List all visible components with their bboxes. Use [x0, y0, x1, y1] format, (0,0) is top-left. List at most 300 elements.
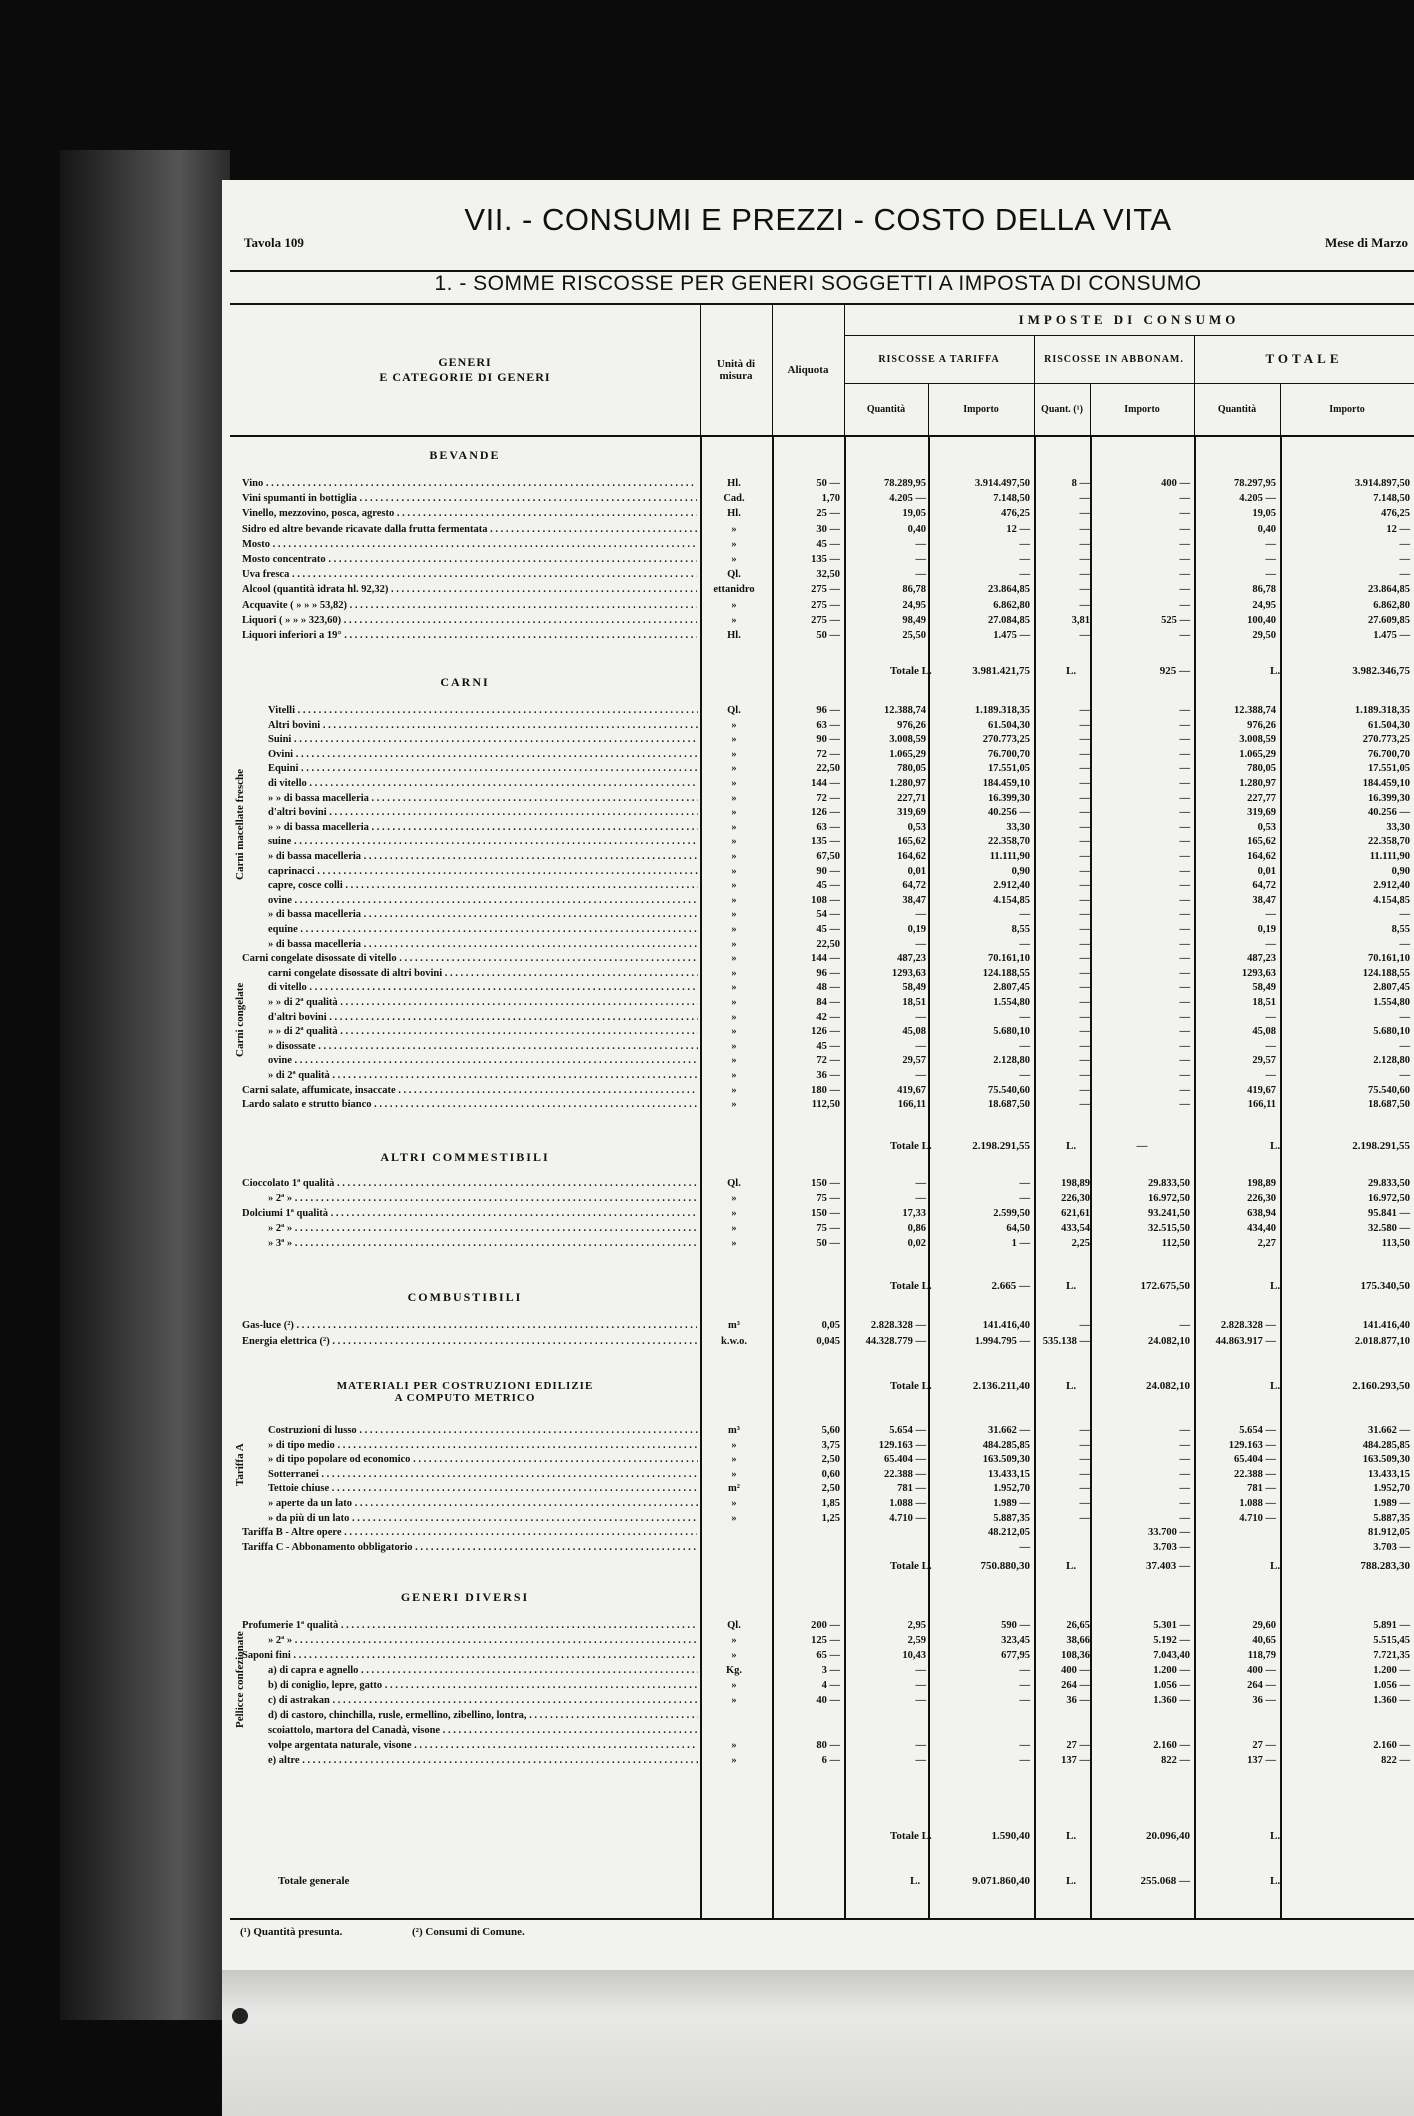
cell-q2: —	[1079, 538, 1090, 550]
cell-i1: 75.540,60	[988, 1084, 1030, 1096]
cell-u: »	[731, 1635, 737, 1646]
row-label: Vini spumanti in bottiglia . . .	[242, 493, 697, 504]
cell-u: Cad.	[723, 493, 745, 505]
cell-i1: 1.189.318,35	[974, 705, 1030, 716]
table-row	[230, 866, 1414, 880]
cell-i1: 70.161,10	[988, 953, 1030, 965]
cell-i1: 11.111,90	[989, 851, 1030, 862]
cell-q1: 78.289,95	[884, 478, 926, 489]
cell-q2: —	[1079, 1468, 1090, 1480]
cell-i3: —	[1399, 938, 1410, 950]
cell-q2: —	[1079, 599, 1090, 611]
chapter-title: VII. - CONSUMI E PREZZI - COSTO DELLA VITA	[464, 202, 1172, 237]
cell-q1: 22.388 —	[884, 1468, 926, 1480]
cell-u: »	[731, 821, 737, 833]
row-label: di vitello . . .	[268, 982, 698, 993]
cell-i1: 18.687,50	[988, 1099, 1030, 1111]
cell-q2: —	[1079, 1084, 1090, 1096]
cell-q2: 621,61	[1061, 1208, 1090, 1219]
table-row	[230, 554, 1414, 568]
row-label: » » di bassa macelleria . . .	[268, 793, 698, 804]
cell-a: 0,60	[821, 1468, 840, 1480]
cell-i1: —	[1019, 1178, 1030, 1189]
table-row	[230, 1012, 1414, 1026]
cell-i2: 112,50	[1161, 1238, 1190, 1249]
cell-u: m²	[728, 1483, 740, 1495]
cell-q2: 26,65	[1066, 1620, 1090, 1631]
table-row	[230, 1336, 1414, 1350]
cell-q3: 78.297,95	[1234, 478, 1276, 489]
row-label: Tariffa B - Altre opere . . .	[242, 1527, 697, 1538]
cell-q1: 164,62	[897, 851, 926, 862]
table-row	[230, 508, 1414, 522]
footer-rule	[230, 1918, 1414, 1920]
col-group-tariffa: RISCOSSE A TARIFFA	[844, 335, 1035, 384]
cell-a: 150 —	[811, 1208, 840, 1219]
row-label: » da più di un lato . . .	[268, 1513, 698, 1524]
cell-i1: 184.459,10	[982, 778, 1030, 789]
col-header-generi: GENERI E CATEGORIE DI GENERI	[230, 305, 701, 435]
row-label: » 2ª » . . .	[268, 1223, 698, 1234]
col-group-abbonamento: RISCOSSE IN ABBONAM.	[1034, 335, 1195, 384]
cell-a: 72 —	[816, 1055, 840, 1067]
table-row	[230, 1725, 1414, 1739]
cell-q3: 12.388,74	[1234, 705, 1276, 716]
table-row	[230, 720, 1414, 734]
cell-a: 135 —	[811, 836, 840, 848]
row-label: Saponi fini . . .	[242, 1650, 697, 1661]
cell-a: 50 —	[816, 630, 840, 641]
cell-i1: 5.680,10	[993, 1026, 1030, 1038]
cell-q2: —	[1079, 763, 1090, 775]
cell-i1: 2.128,80	[993, 1055, 1030, 1067]
cell-q3: 2.828.328 —	[1220, 1320, 1276, 1331]
cell-u: »	[731, 1740, 737, 1751]
cell-a: 32,50	[816, 569, 840, 581]
cell-q2: —	[1079, 894, 1090, 906]
cell-i3: 81.912,05	[1368, 1527, 1410, 1539]
table-row	[230, 763, 1414, 777]
cell-u: »	[731, 1099, 737, 1111]
cell-u: »	[731, 997, 737, 1008]
cell-i2: —	[1179, 599, 1190, 611]
cell-i3: 2.807,45	[1373, 982, 1410, 994]
month-label: Mese di Marzo	[1324, 235, 1408, 250]
cell-u: »	[731, 1193, 737, 1204]
table-row	[230, 615, 1414, 629]
cell-i2: 5.301 —	[1153, 1620, 1190, 1631]
cell-u: »	[731, 1755, 737, 1766]
cell-q3: 129.163 —	[1228, 1439, 1276, 1451]
cell-i2: —	[1179, 554, 1190, 565]
table-row	[230, 1710, 1414, 1724]
cell-q2: 535.138 —	[1042, 1336, 1090, 1347]
table-row	[230, 1026, 1414, 1040]
cell-i2: —	[1179, 584, 1190, 596]
total-carni: Totale L. 2.198.291,55 L. — L. 2.198.291,55	[890, 1140, 1410, 1152]
cell-q3: 1.088 —	[1239, 1498, 1276, 1509]
cell-u: »	[731, 1070, 737, 1081]
cell-q1: 44.328.779 —	[865, 1336, 926, 1347]
cell-i1: —	[1019, 1680, 1030, 1691]
cell-q2: —	[1079, 792, 1090, 804]
cell-u: »	[731, 1026, 737, 1038]
cell-q1: 18,51	[902, 997, 926, 1008]
cell-a: 275 —	[811, 614, 840, 626]
cell-a: 2,50	[821, 1454, 840, 1466]
table-row	[230, 880, 1414, 894]
cell-i3: 1.554,80	[1373, 997, 1410, 1008]
cell-u: »	[731, 1238, 737, 1249]
cell-q1: —	[915, 1040, 926, 1052]
cell-i3: 1.360 —	[1373, 1695, 1410, 1706]
cell-i2: —	[1179, 705, 1190, 716]
cell-a: 45 —	[816, 1040, 840, 1052]
table-row	[230, 734, 1414, 748]
cell-q2: 38,66	[1066, 1635, 1090, 1646]
cell-a: 126 —	[811, 807, 840, 819]
cell-q2: —	[1079, 1040, 1090, 1052]
cell-q3: 38,47	[1252, 894, 1276, 906]
cell-i1: 13.433,15	[988, 1468, 1030, 1480]
cell-q2: 400 —	[1061, 1665, 1090, 1676]
cell-i1: 33,30	[1006, 821, 1030, 833]
cell-q2: 433,54	[1061, 1223, 1090, 1234]
row-label: carni congelate disossate di altri bovini . . .	[268, 968, 698, 979]
row-label: Profumerie 1ª qualità . . .	[242, 1620, 697, 1631]
cell-u: »	[731, 953, 737, 965]
table-row	[230, 1740, 1414, 1754]
cell-i2: 525 —	[1161, 614, 1190, 626]
table-row	[230, 1425, 1414, 1439]
cell-q1: 1293,63	[891, 967, 926, 979]
row-label: Altri bovini . . .	[268, 720, 698, 731]
cell-i3: 40.256 —	[1368, 807, 1410, 819]
cell-i1: 677,95	[1001, 1650, 1030, 1661]
cell-a: 0,05	[821, 1320, 840, 1331]
cell-u: m³	[728, 1425, 740, 1436]
cell-u: »	[731, 1439, 737, 1451]
cell-q3: 100,40	[1247, 614, 1276, 626]
table-row	[230, 524, 1414, 538]
cell-q1: —	[915, 1755, 926, 1766]
cell-a: 90 —	[816, 734, 840, 746]
cell-q3: 18,51	[1252, 997, 1276, 1008]
row-label: Sidro ed altre bevande ricavate dalla frutta fermentata . . .	[242, 524, 697, 535]
cell-i1: —	[1019, 1541, 1030, 1553]
cell-q1: —	[915, 554, 926, 565]
cell-u: »	[731, 807, 737, 819]
row-label: volpe argentata naturale, visone . . .	[268, 1740, 698, 1751]
cell-i3: 18.687,50	[1368, 1099, 1410, 1111]
cell-q2: —	[1079, 924, 1090, 935]
cell-a: 96 —	[816, 967, 840, 979]
table-row	[230, 1440, 1414, 1454]
section-generi-diversi: GENERI DIVERSI	[400, 1590, 530, 1604]
cell-i2: —	[1179, 924, 1190, 935]
cell-q2: 226,30	[1061, 1193, 1090, 1204]
cell-u: »	[731, 982, 737, 994]
cell-i3: 75.540,60	[1368, 1084, 1410, 1096]
page-header	[222, 180, 1414, 275]
cell-a: 75 —	[816, 1193, 840, 1204]
cell-i3: 11.111,90	[1369, 851, 1410, 862]
cell-q2: —	[1079, 1498, 1090, 1509]
cell-q1: —	[915, 538, 926, 550]
cell-i3: —	[1399, 569, 1410, 581]
row-label: Uva fresca . . .	[242, 569, 697, 580]
cell-i1: 1 —	[1011, 1238, 1030, 1249]
row-label: » di bassa macelleria . . .	[268, 909, 698, 920]
table-row	[230, 822, 1414, 836]
cell-i1: 8,55	[1011, 924, 1030, 935]
table-row	[230, 968, 1414, 982]
row-label: Suini . . .	[268, 734, 698, 745]
cell-i3: 113,50	[1381, 1238, 1410, 1249]
cell-u: »	[731, 1011, 737, 1023]
cell-i3: 484.285,85	[1362, 1439, 1410, 1451]
cell-i2: —	[1179, 569, 1190, 581]
cell-a: 40 —	[816, 1695, 840, 1706]
cell-q2: 36 —	[1066, 1695, 1090, 1706]
cell-i2: —	[1179, 1454, 1190, 1466]
cell-u: Hl.	[727, 630, 741, 641]
cell-i3: 6.862,80	[1373, 599, 1410, 611]
cell-i1: 16.399,30	[988, 792, 1030, 804]
cell-i2: —	[1179, 807, 1190, 819]
cell-i2: —	[1179, 508, 1190, 520]
table-row	[230, 749, 1414, 763]
cell-a: 3,75	[821, 1439, 840, 1451]
cell-q2: 3,81	[1071, 614, 1090, 626]
cell-q1: 781 —	[897, 1483, 926, 1495]
cell-u: »	[731, 967, 737, 979]
cell-u: »	[731, 1498, 737, 1509]
cell-q2: —	[1079, 1026, 1090, 1038]
section-bevande: BEVANDE	[429, 448, 501, 462]
total-bevande: Totale L. 3.981.421,75 L. 925 — L. 3.982.346,75	[890, 665, 1410, 677]
row-label: Carni salate, affumicate, insaccate . . .	[242, 1085, 697, 1096]
cell-i2: 5.192 —	[1153, 1635, 1190, 1646]
cell-q3: 781 —	[1247, 1483, 1276, 1495]
cell-q2: —	[1079, 705, 1090, 716]
carni-fresche-group-label: Carni macellate fresche	[234, 769, 246, 881]
cell-i3: 27.609,85	[1368, 614, 1410, 626]
cell-q2: 8 —	[1071, 478, 1090, 489]
cell-q3: —	[1265, 1070, 1276, 1081]
table-row	[230, 793, 1414, 807]
table-row	[230, 1665, 1414, 1679]
row-label: Tettoie chiuse . . .	[268, 1483, 698, 1494]
tariffa-a-group-label: Tariffa A	[234, 1443, 246, 1487]
cell-a: 75 —	[816, 1223, 840, 1234]
cell-u: »	[731, 763, 737, 775]
cell-i2: 3.703 —	[1153, 1541, 1190, 1553]
row-label: » di 2ª qualità . . .	[268, 1070, 698, 1081]
table-row	[230, 924, 1414, 938]
cell-i2: —	[1179, 538, 1190, 550]
cell-u: »	[731, 538, 737, 550]
cell-q2: —	[1079, 865, 1090, 877]
cell-a: 45 —	[816, 924, 840, 935]
table-row	[230, 1498, 1414, 1512]
cell-i2: —	[1179, 865, 1190, 877]
cell-i2: —	[1179, 1425, 1190, 1436]
cell-q3: 86,78	[1252, 584, 1276, 596]
cell-u: »	[731, 1208, 737, 1219]
cell-q3: 22.388 —	[1234, 1468, 1276, 1480]
cell-q3: 19,05	[1252, 508, 1276, 520]
table-row	[230, 1208, 1414, 1222]
cell-i3: 16.399,30	[1368, 792, 1410, 804]
cell-a: 200 —	[811, 1620, 840, 1631]
table-row	[230, 600, 1414, 614]
cell-q2: —	[1079, 1070, 1090, 1081]
cell-i2: —	[1179, 1099, 1190, 1111]
cell-i1: —	[1019, 554, 1030, 565]
cell-i3: 2.912,40	[1373, 880, 1410, 892]
col-sub-quantita-3: Quantità	[1194, 383, 1281, 435]
table-header	[230, 305, 1414, 435]
book-spine-edge	[60, 150, 230, 2020]
table-row	[230, 478, 1414, 492]
cell-q2: —	[1079, 584, 1090, 596]
table-row	[230, 851, 1414, 865]
row-label: Ovini . . .	[268, 749, 698, 760]
row-label: Alcool (quantità idrata hl. 92,32) . . .	[242, 584, 697, 595]
cell-i3: 163.509,30	[1362, 1454, 1410, 1466]
cell-q3: —	[1265, 569, 1276, 581]
cell-i1: —	[1019, 1695, 1030, 1706]
cell-a: 4 —	[821, 1680, 840, 1691]
cell-i3: 1.952,70	[1373, 1483, 1410, 1495]
col-sub-importo-3: Importo	[1329, 403, 1365, 415]
cell-i1: 484.285,85	[982, 1439, 1030, 1451]
cell-q3: 45,08	[1252, 1026, 1276, 1038]
cell-q2: —	[1079, 630, 1090, 641]
section-combustibili: COMBUSTIBILI	[407, 1290, 523, 1304]
cell-q3: —	[1265, 538, 1276, 550]
cell-q1: 4.205 —	[889, 493, 926, 505]
cell-q2: —	[1079, 734, 1090, 746]
cell-u: »	[731, 554, 737, 565]
col-header-aliquota: Aliquota	[772, 305, 845, 435]
row-label: Mosto . . .	[242, 539, 697, 550]
cell-u: Hl.	[727, 478, 741, 489]
table-row	[230, 895, 1414, 909]
cell-a: 22,50	[816, 938, 840, 950]
row-label: » 3ª » . . .	[268, 1238, 698, 1249]
cell-u: »	[731, 1650, 737, 1661]
cell-a: 45 —	[816, 538, 840, 550]
row-label: » aperte da un lato . . .	[268, 1498, 698, 1509]
row-label: Vitelli . . .	[268, 705, 698, 716]
cell-q1: 976,26	[897, 719, 926, 731]
cell-q3: 264 —	[1247, 1680, 1276, 1691]
cell-i2: —	[1179, 1026, 1190, 1038]
cell-q2: —	[1079, 554, 1090, 565]
cell-u: Kg.	[725, 1665, 743, 1676]
cell-i2: —	[1179, 982, 1190, 994]
document-page	[222, 180, 1414, 1970]
cell-i1: 1.554,80	[993, 997, 1030, 1008]
cell-i2: —	[1179, 734, 1190, 746]
cell-q1: —	[915, 909, 926, 921]
cell-i3: 33,30	[1386, 821, 1410, 833]
cell-i1: 2.912,40	[993, 880, 1030, 892]
cell-i2: 2.160 —	[1153, 1740, 1190, 1751]
cell-i3: 76.700,70	[1368, 748, 1410, 760]
row-label: » di bassa macelleria . . .	[268, 939, 698, 950]
cell-i1: 4.154,85	[993, 894, 1030, 906]
cell-q3: 638,94	[1247, 1208, 1276, 1219]
cell-i3: 22.358,70	[1368, 836, 1410, 848]
row-label: » » di 2ª qualità . . .	[268, 997, 698, 1008]
cell-q2: —	[1079, 836, 1090, 848]
cell-i1: 31.662 —	[988, 1425, 1030, 1436]
cell-q3: 166,11	[1247, 1099, 1276, 1111]
cell-i2: 822 —	[1161, 1755, 1190, 1766]
cell-i3: 31.662 —	[1368, 1425, 1410, 1436]
cell-u: »	[731, 792, 737, 804]
cell-a: 1,25	[821, 1512, 840, 1524]
cell-a: 30 —	[816, 523, 840, 535]
cell-q1: —	[915, 1011, 926, 1023]
cell-q1: 4.710 —	[889, 1512, 926, 1524]
cell-i1: —	[1019, 1740, 1030, 1751]
cell-i3: 3.914.897,50	[1354, 478, 1410, 489]
row-label: d'altri bovini . . .	[268, 1012, 698, 1023]
cell-i2: 16.972,50	[1148, 1193, 1190, 1204]
cell-i2: 24.082,10	[1148, 1336, 1190, 1347]
cell-a: 6 —	[821, 1755, 840, 1766]
cell-q3: 0,40	[1257, 523, 1276, 535]
cell-a: 22,50	[816, 763, 840, 775]
cell-q1: 2,95	[907, 1620, 926, 1631]
cell-i2: 1.360 —	[1153, 1695, 1190, 1706]
cell-q2: —	[1079, 1483, 1090, 1495]
cell-i3: 7.721,35	[1373, 1650, 1410, 1661]
cell-u: »	[731, 614, 737, 626]
cell-q2: 264 —	[1061, 1680, 1090, 1691]
cell-i2: —	[1179, 748, 1190, 760]
table-row	[230, 1542, 1414, 1556]
cell-q3: 1293,63	[1241, 967, 1276, 979]
cell-q1: 3.008,59	[889, 734, 926, 746]
cell-a: 67,50	[816, 851, 840, 862]
cell-q1: 1.065,29	[889, 748, 926, 760]
cell-a: 45 —	[816, 880, 840, 892]
cell-i1: 76.700,70	[988, 748, 1030, 760]
cell-i2: —	[1179, 909, 1190, 921]
cell-a: 36 —	[816, 1070, 840, 1081]
cell-i3: —	[1399, 909, 1410, 921]
cell-a: 144 —	[811, 778, 840, 789]
cell-a: 144 —	[811, 953, 840, 965]
cell-i1: 3.914.497,50	[974, 478, 1030, 489]
cell-q1: 19,05	[902, 508, 926, 520]
cell-q1: 166,11	[897, 1099, 926, 1111]
cell-u: »	[731, 734, 737, 746]
cell-q1: 10,43	[902, 1650, 926, 1661]
cell-i1: —	[1019, 1755, 1030, 1766]
cell-u: »	[731, 1040, 737, 1052]
cell-i2: —	[1179, 1055, 1190, 1067]
cell-i3: 4.154,85	[1373, 894, 1410, 906]
cell-u: k.w.o.	[721, 1336, 747, 1347]
cell-i3: 61.504,30	[1368, 719, 1410, 731]
cell-i1: 6.862,80	[993, 599, 1030, 611]
